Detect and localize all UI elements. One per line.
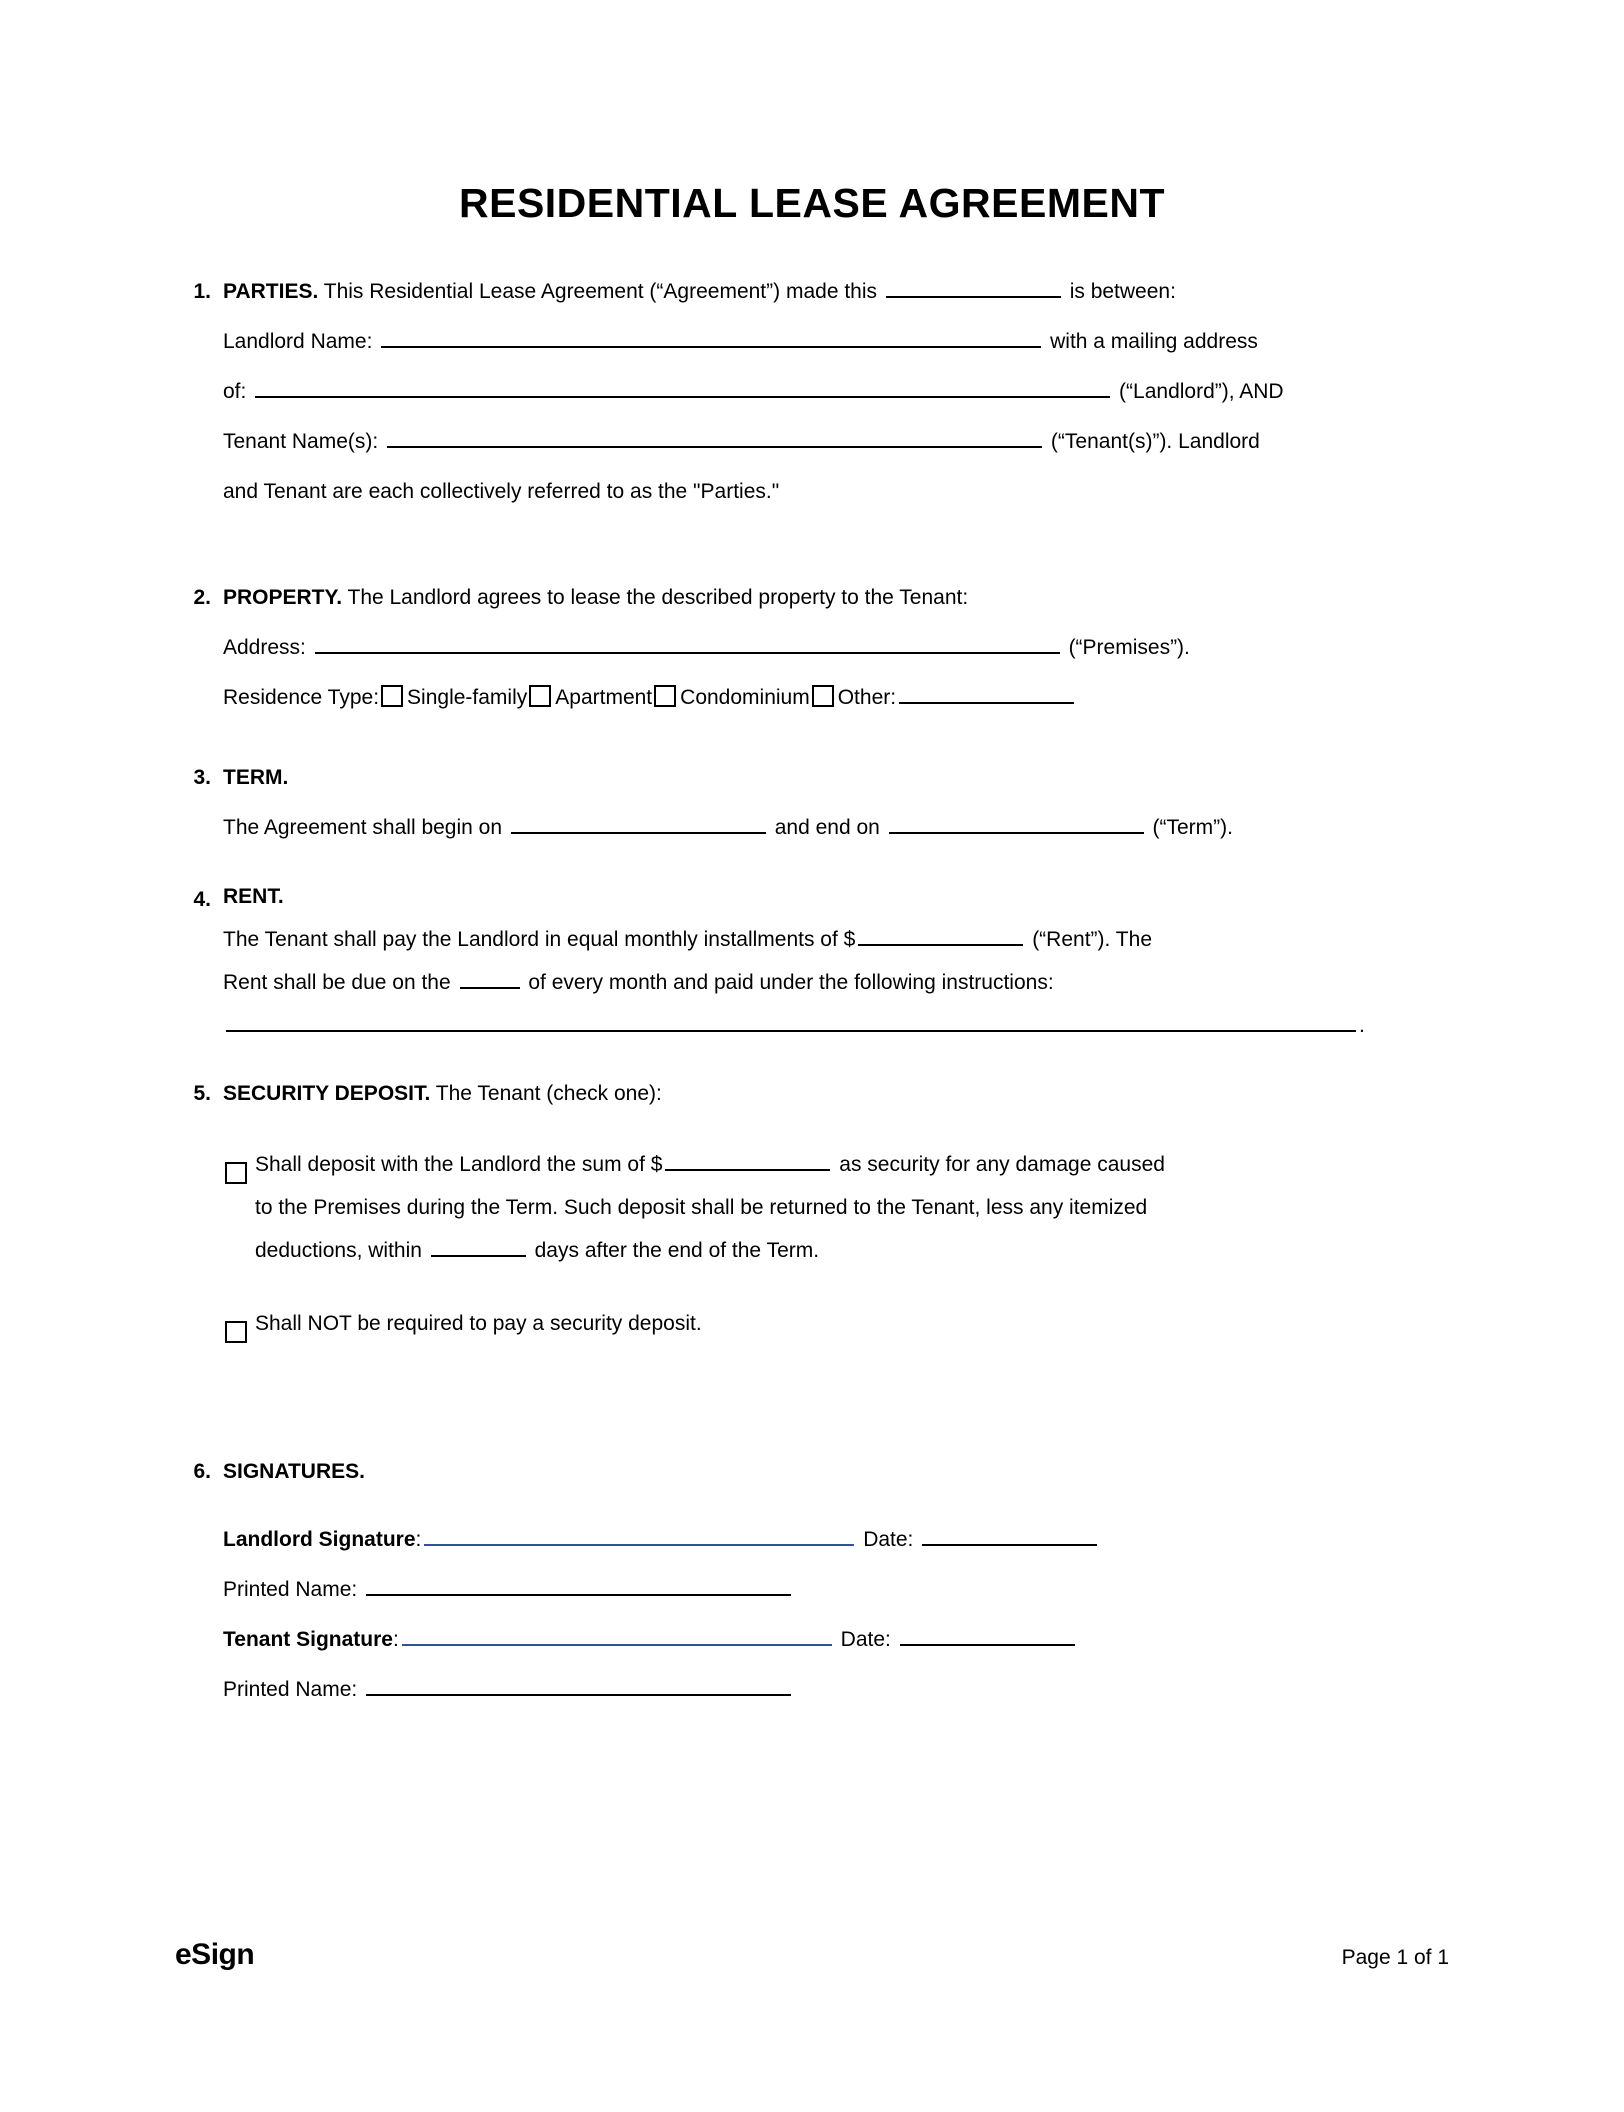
deposit-heading-line: [223, 1069, 1449, 1119]
section-signatures-body: [223, 1447, 1449, 1715]
landlord-name-label: Landlord Name:: [223, 330, 373, 353]
parties-heading: PARTIES.: [223, 280, 319, 303]
landlord-signature-row: [223, 1515, 1449, 1565]
tenant-printed-name-field[interactable]: [366, 1674, 791, 1696]
property-intro: The Landlord agrees to lease the described property to the Tenant:: [342, 586, 969, 609]
parties-line-1: [223, 267, 1449, 317]
rent-amount-text: The Tenant shall pay the Landlord in equal monthly installments of $: [223, 928, 856, 951]
deposit-amount-field[interactable]: [665, 1149, 830, 1171]
section-parties: [175, 267, 1449, 517]
checkbox-deposit-required[interactable]: [225, 1162, 247, 1184]
signatures-spacer: [223, 1497, 1449, 1515]
page-footer: [175, 1938, 1449, 1972]
section-term: [175, 753, 1449, 853]
parties-line-2: [223, 317, 1449, 367]
deposit-option-2-text: Shall NOT be required to pay a security deposit.: [255, 1312, 702, 1335]
residence-other-field[interactable]: [899, 682, 1074, 704]
rent-due-before: Rent shall be due on the: [223, 971, 451, 994]
tenant-paren: (“Tenant(s)”). Landlord: [1050, 430, 1260, 453]
term-paren: (“Term”).: [1152, 816, 1233, 839]
tenant-signature-label: Tenant Signature: [223, 1628, 393, 1651]
section-term-body: [223, 753, 1449, 853]
premises-paren: (“Premises”).: [1068, 636, 1190, 659]
checkbox-condominium[interactable]: [654, 685, 676, 707]
deposit-security-text: as security for any damage caused: [839, 1153, 1165, 1176]
rent-instructions-field[interactable]: [226, 1010, 1356, 1032]
deposit-cb-wrap-2: [223, 1302, 255, 1355]
address-label: Address:: [223, 636, 306, 659]
rent-due-day-field[interactable]: [460, 967, 520, 989]
tenant-printed-name-row: [223, 1665, 1449, 1715]
deposit-days-text: days after the end of the Term.: [534, 1239, 820, 1262]
rent-line-1: [223, 918, 1449, 961]
agreement-date-field[interactable]: [886, 276, 1061, 298]
option-apartment: Apartment: [555, 686, 653, 709]
section-number-1: 1.: [193, 280, 211, 303]
landlord-name-field[interactable]: [381, 326, 1041, 348]
checkbox-apartment[interactable]: [529, 685, 551, 707]
deposit-option-1: [223, 1143, 1449, 1272]
landlord-paren: (“Landlord”), AND: [1119, 380, 1284, 403]
landlord-date-label: Date:: [863, 1528, 914, 1551]
deposit-spacer: [223, 1119, 1449, 1143]
term-begin-text: The Agreement shall begin on: [223, 816, 503, 839]
parties-line-5: and Tenant are each collectively referred to as the "Parties.": [223, 480, 780, 503]
spacer-5: [175, 1355, 1449, 1447]
deposit-spacer-2: [223, 1272, 1449, 1302]
deposit-within-text: deductions, within: [255, 1239, 422, 1262]
rent-line3-end: .: [1359, 1014, 1365, 1037]
parties-intro-before: This Residential Lease Agreement (“Agreement”) made this: [318, 280, 878, 303]
tenant-signature-colon: :: [392, 1628, 399, 1651]
landlord-printed-name-field[interactable]: [366, 1574, 791, 1596]
tenant-name-field[interactable]: [387, 426, 1042, 448]
spacer-2: [175, 723, 1449, 753]
section-property-body: [223, 573, 1449, 723]
landlord-signature-label: Landlord Signature: [223, 1528, 416, 1551]
tenant-name-label: Tenant Name(s):: [223, 430, 379, 453]
landlord-address-field[interactable]: [255, 376, 1110, 398]
brand-logo: eSign: [175, 1938, 255, 1971]
rent-due-after: of every month and paid under the following instructions:: [528, 971, 1054, 994]
signatures-heading: SIGNATURES.: [223, 1460, 365, 1483]
section-number-2: 2.: [193, 586, 211, 609]
rent-line-2: [223, 961, 1449, 1004]
property-line-1: [223, 573, 1449, 623]
rent-line-3: [223, 1004, 1449, 1047]
tenant-date-field[interactable]: [900, 1624, 1075, 1646]
residence-type-label: Residence Type:: [223, 686, 380, 709]
spacer-4: [175, 1047, 1449, 1069]
option-other: Other:: [837, 686, 897, 709]
term-end-date-field[interactable]: [889, 812, 1144, 834]
option-single-family: Single-family: [407, 686, 528, 709]
deposit-sum-text: Shall deposit with the Landlord the sum of $: [255, 1153, 663, 1176]
tenant-signature-field[interactable]: [402, 1624, 832, 1646]
option-condominium: Condominium: [680, 686, 810, 709]
parties-line-4: [223, 417, 1449, 467]
section-signatures: [175, 1447, 1449, 1715]
parties-intro-after: is between:: [1069, 280, 1176, 303]
section-security-deposit-body: [223, 1069, 1449, 1355]
spacer-3: [175, 853, 1449, 875]
tenant-date-label: Date:: [840, 1628, 891, 1651]
deposit-cb-wrap-1: [223, 1143, 255, 1272]
rent-amount-field[interactable]: [858, 924, 1023, 946]
term-start-date-field[interactable]: [511, 812, 766, 834]
of-label: of:: [223, 380, 247, 403]
section-parties-body: [223, 267, 1449, 517]
rent-paren: (“Rent”). The: [1032, 928, 1152, 951]
section-number-4: 4.: [193, 888, 211, 911]
property-line-2: [223, 623, 1449, 673]
page-title: RESIDENTIAL LEASE AGREEMENT: [458, 180, 1165, 226]
parties-line-3: [223, 367, 1449, 417]
page-number: Page 1 of 1: [1341, 1946, 1449, 1969]
checkbox-other[interactable]: [812, 685, 834, 707]
landlord-printed-name-row: [223, 1565, 1449, 1615]
tenant-printed-name-label: Printed Name:: [223, 1678, 358, 1701]
deposit-option-1-text: [255, 1143, 1449, 1272]
landlord-signature-field[interactable]: [424, 1524, 854, 1546]
deposit-heading: SECURITY DEPOSIT.: [223, 1082, 431, 1105]
deposit-intro: The Tenant (check one):: [430, 1082, 662, 1105]
property-line-3: [223, 673, 1449, 723]
section-rent: [175, 875, 1449, 1047]
section-number-5: 5.: [193, 1082, 211, 1105]
property-address-field[interactable]: [315, 632, 1060, 654]
deposit-days-field[interactable]: [431, 1235, 526, 1257]
term-line: [223, 803, 1449, 853]
landlord-signature-colon: :: [415, 1528, 422, 1551]
landlord-date-field[interactable]: [922, 1524, 1097, 1546]
property-heading: PROPERTY.: [223, 586, 343, 609]
section-property: [175, 573, 1449, 723]
spacer-1: [175, 517, 1449, 573]
term-end-text: and end on: [774, 816, 880, 839]
mailing-address-text: with a mailing address: [1050, 330, 1258, 353]
rent-heading: RENT.: [223, 885, 284, 908]
term-heading: TERM.: [223, 766, 289, 789]
section-number-3: 3.: [193, 766, 211, 789]
tenant-signature-row: [223, 1615, 1449, 1665]
checkbox-deposit-not-required[interactable]: [225, 1321, 247, 1343]
landlord-printed-name-label: Printed Name:: [223, 1578, 358, 1601]
section-rent-body: [223, 875, 1449, 1047]
checkbox-single-family[interactable]: [381, 685, 403, 707]
deposit-option-2: [223, 1302, 1449, 1355]
deposit-return-text: to the Premises during the Term. Such deposit shall be returned to the Tenant, less any itemized: [255, 1196, 1148, 1219]
section-number-6: 6.: [193, 1460, 211, 1483]
section-security-deposit: [175, 1069, 1449, 1355]
